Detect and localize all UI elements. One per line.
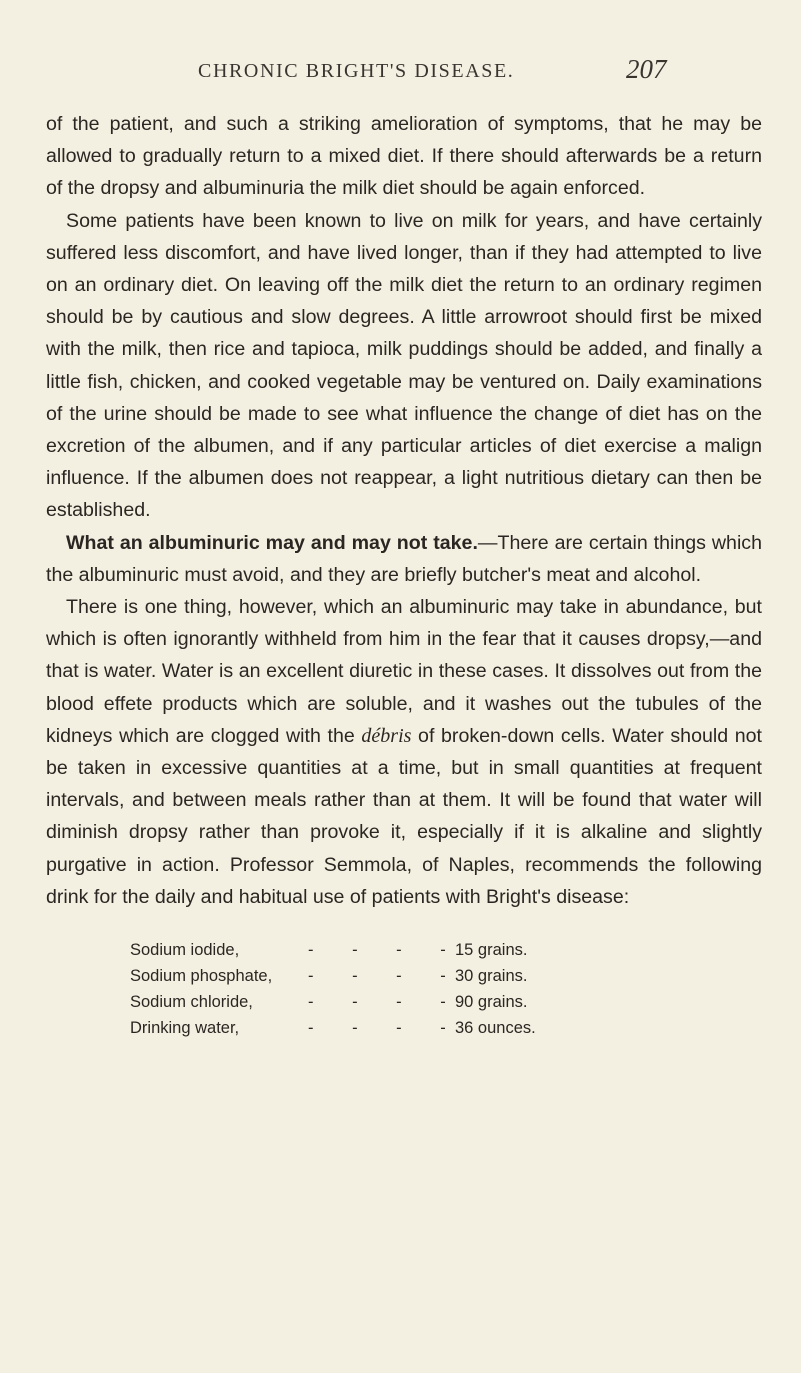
section-heading-text: —There are certain things which the albuminuric must avoid, and they are briefly butcher's meat and alcohol. (46, 531, 763, 586)
water-text-after: of broken-down cells. Water should not be taken in excessive quantities at a time, but in small quantities at frequent intervals, and between meals rather than at them. It will be found that water will diminish dropsy rather than provoke it, especially if it is alkaline and slightly purgative in action. Professor Semmola, of Naples, recommends the following drink for the daily and habitual use of patients with Bright's disease: (46, 724, 762, 908)
page-number: 207 (626, 54, 667, 84)
ingredient-quantity: 30 grains. (455, 967, 528, 985)
ingredient-quantity: 36 ounces. (455, 1019, 536, 1037)
prescription-row (130, 989, 650, 1015)
paragraph-albuminuric-avoid (46, 527, 762, 591)
leader-dashes: - - - - (308, 941, 463, 959)
prescription-list (130, 937, 650, 1041)
prescription-row (130, 1015, 650, 1041)
prescription-row (130, 937, 650, 963)
paragraph-milk-diet: Some patients have been known to live on milk for years, and have certainly suffered less discomfort, and have lived longer, than if they had attempted to live on an ordinary diet. On leaving off the milk diet the return to an ordinary regimen should be by cautious and slow degrees. A little arrowroot should first be mixed with the milk, then rice and tapioca, milk puddings should be added, and finally a little fish, chicken, and cooked vegetable may be ventured on. Daily examinations of the urine should be made to see what influence the change of diet has on the excretion of the albumen, and if any particular articles of diet exercise a malign influence. If the albumen does not reappear, a light nutritious dietary can then be established. (46, 209, 762, 522)
paragraph-water (46, 591, 762, 913)
running-head (0, 56, 801, 86)
prescription-row (130, 963, 650, 989)
ingredient-name: Sodium iodide, (130, 941, 240, 959)
ingredient-name: Sodium chloride, (130, 993, 253, 1011)
ingredient-quantity: 15 grains. (455, 941, 528, 959)
ingredient-name: Drinking water, (130, 1019, 240, 1037)
ingredient-quantity: 90 grains. (455, 993, 528, 1011)
leader-dashes: - - - - (308, 993, 463, 1011)
body-text (46, 108, 762, 913)
leader-dashes: - - - - (308, 1019, 463, 1037)
section-heading: What an albuminuric may and may not take. (66, 531, 478, 554)
ingredient-name: Sodium phosphate, (130, 967, 273, 985)
water-text-before: There is one thing, however, which an albuminuric may take in abundance, but which is often ignorantly withheld from him in the fear that it causes dropsy,—and that is water. Water is an excellent diuretic in these cases. It dissolves out from the blood effete products which are soluble, and it washes out the tubules of the kidneys which are clogged with the (46, 596, 762, 747)
paragraph-continued: of the patient, and such a striking amelioration of symptoms, that he may be allowed to gradually return to a mixed diet. If there should afterwards be a return of the dropsy and albuminuria the milk diet should be again enforced. (46, 113, 762, 200)
running-title: CHRONIC BRIGHT'S DISEASE. (198, 60, 515, 82)
foreign-term: débris (361, 724, 412, 747)
leader-dashes: - - - - (308, 967, 463, 985)
